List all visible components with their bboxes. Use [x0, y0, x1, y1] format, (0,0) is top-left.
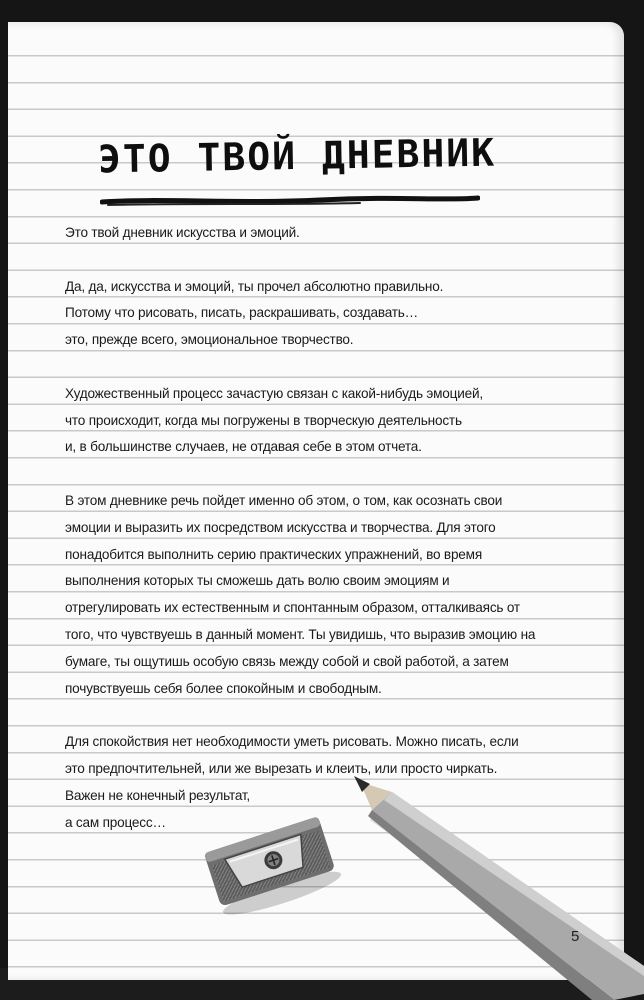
paragraph-gap: [65, 702, 605, 729]
pencil-sharpener-image: [188, 808, 348, 918]
pencil-image: [352, 770, 644, 1000]
text-line: почувствуешь себя более спокойным и свободным.: [65, 680, 382, 696]
text-line: Для спокойствия нет необходимости уметь рисовать. Можно писать, если: [65, 734, 519, 750]
text-line: это, прежде всего, эмоциональное творчество.: [65, 332, 354, 348]
text-line: Важен не конечный результат,: [65, 787, 250, 803]
text-line: что происходит, когда мы погружены в творческую деятельность: [65, 412, 462, 428]
body-text: [65, 220, 605, 836]
paragraph-gap: [65, 354, 605, 381]
text-line: Потому что рисовать, писать, раскрашивать, создавать…: [65, 305, 419, 321]
text-line: Художественный процесс зачастую связан с какой-нибудь эмоцией,: [65, 385, 483, 401]
text-line: выполнения которых ты сможешь дать волю своим эмоциям и: [65, 573, 450, 589]
text-line: бумаге, ты ощутишь особую связь между собой и свой работой, а затем: [65, 653, 509, 669]
text-line: Это твой дневник искусства и эмоций.: [65, 225, 300, 240]
text-line: и, в большинстве случаев, не отдавая себе в этом отчета.: [65, 439, 422, 455]
page-title: ЭТО ТВОЙ ДНЕВНИК: [97, 130, 497, 182]
text-line: понадобится выполнить серию практических упражнений, во время: [65, 546, 482, 562]
text-line: В этом дневнике речь пойдет именно об этом, о том, как осознать свои: [65, 492, 503, 508]
text-line: отрегулировать их естественным и спонтанным образом, отталкиваясь от: [65, 600, 520, 616]
paragraph-gap: [65, 461, 605, 488]
text-line: эмоции и выразить их посредством искусства и творчества. Для этого: [65, 519, 496, 535]
text-line: Да, да, искусства и эмоций, ты прочел абсолютно правильно.: [65, 278, 444, 294]
text-line: это предпочтительней, или же вырезать и клеить, или просто чиркать.: [65, 760, 498, 776]
page-number: 5: [571, 928, 580, 945]
text-line: того, что чувствуешь в данный момент. Ты увидишь, что выразив эмоцию на: [65, 626, 536, 642]
title-underline: [100, 192, 480, 212]
paragraph-gap: [65, 247, 605, 274]
text-line: а сам процесс…: [65, 814, 166, 830]
